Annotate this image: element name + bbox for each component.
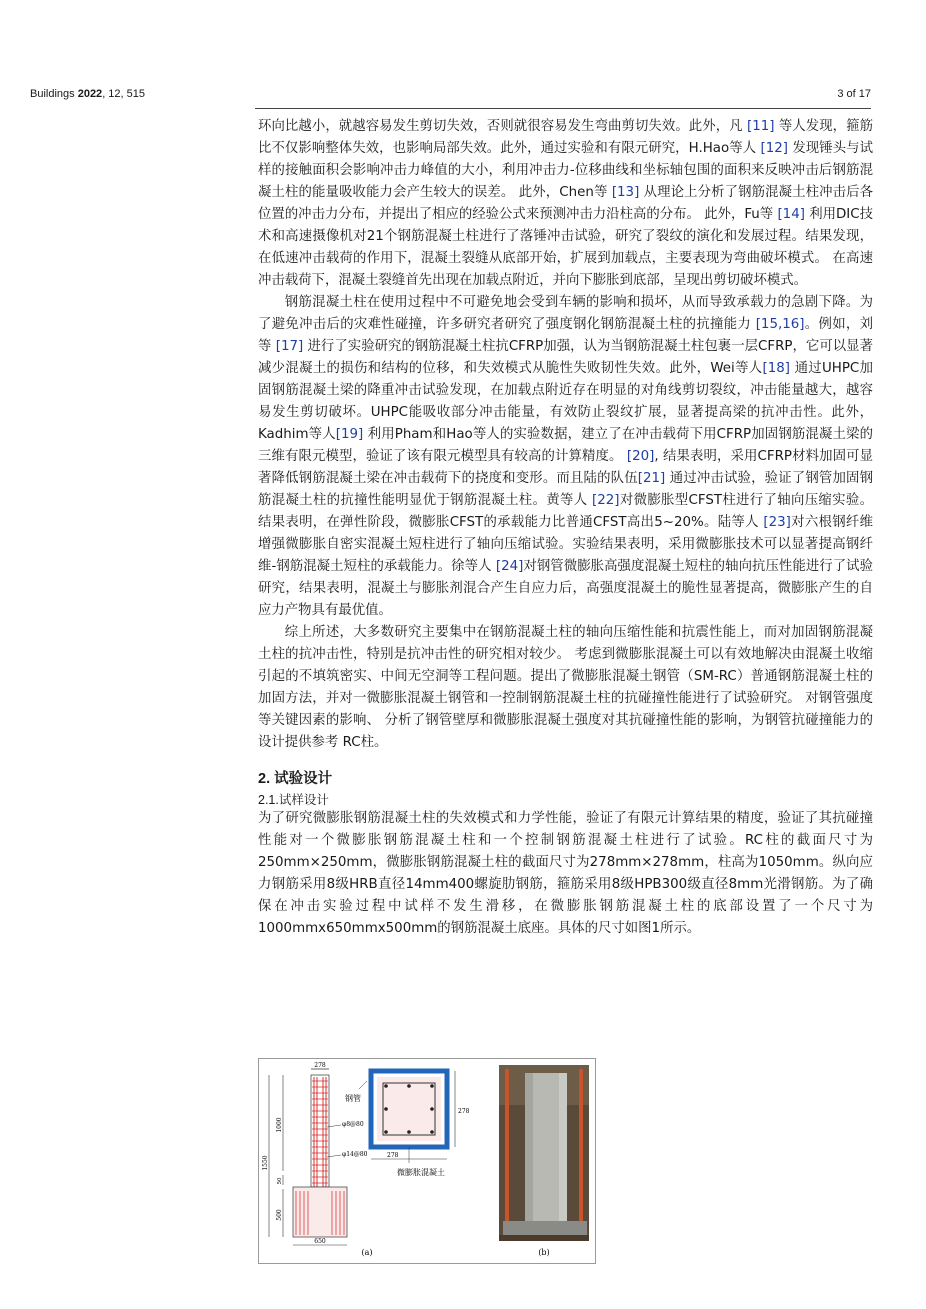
text-run: 通过冲击试验，验证了钢管加固钢筋混凝土柱的抗撞性能明显优于钢筋混凝土柱。黄等人 — [258, 471, 873, 508]
journal-name: Buildings — [30, 88, 75, 100]
text-run: 对钢管微膨胀高强度混凝土短柱的轴向抗压性能进行了试验研究，结果表明，混凝土与膨胀剂混合产生自应力后，高强度混凝土的脆性显著提高，微膨胀产生的自应力产物具有最优值。 — [258, 559, 874, 618]
citation-link[interactable]: [15,16] — [755, 317, 805, 332]
text-run: 进行了实验研究的钢筋混凝土柱抗CFRP加强，认为当钢筋混凝土柱包裹一层CFRP，它可以显著减少混凝土的损伤和结构的位移，和失效模式从脆性失败韧性失效。此外，Wei等人 — [258, 339, 873, 376]
dim-gap: 50 — [277, 1177, 283, 1185]
main-content — [258, 116, 873, 940]
figure-1-canvas — [259, 1059, 595, 1263]
text-run: 对微膨胀型CFST柱进行了轴向压缩实验。 结果表明，在弹性阶段，微膨胀CFST的承载能力比普通CFST高出5~20%。陆等人 — [258, 493, 873, 530]
citation-link[interactable]: [20] — [626, 449, 655, 464]
dim-column-height: 1000 — [276, 1117, 283, 1133]
text-run: 钢筋混凝土柱在使用过程中不可避免地会受到车辆的影响和损坏，从而导致承载力的急剧下降。为了避免冲击后的灾难性碰撞，许多研究者研究了强度钢化钢筋混凝土柱的抗撞能力 — [258, 295, 873, 332]
text-run: 利用Pham和Hao等人的实验数据，建立了在冲击载荷下用CFRP加固钢筋混凝土梁的三维有限元模型，验证了该有限元模型具有较高的计算精度。 — [258, 427, 873, 464]
text-run: 对六根钢纤维增强微膨胀自密实混凝土短柱进行了轴向压缩试验。实验结果表明，采用微膨胀技术可以显著提高钢纤维-钢筋混凝土短柱的承载能力。徐等人 — [258, 515, 874, 574]
citation-link[interactable]: [13] — [611, 185, 640, 200]
text-run: 为了研究微膨胀钢筋混凝土柱的失效模式和力学性能，验证了有限元计算结果的精度，验证了其抗碰撞性能对一个微膨胀钢筋混凝土柱和一个控制钢筋混凝土柱进行了试验。RC柱的截面尺寸为250mm×250mm，微膨胀钢筋混凝土柱的截面尺寸为278mm×278mm，柱高为1050mm。纵向应力钢筋采用8级HRB直径14mm400螺旋肋钢筋，箍筋采用8级HPB300级直径8mm光滑钢筋。为了确保在冲击实验过程中试样不发生滑移，在微膨胀钢筋混凝土柱的底部设置了一个尺寸为1000mmx650mmx500mm的钢筋混凝土底座。具体的尺寸如图1所示。 — [258, 811, 873, 936]
citation-link[interactable]: [17] — [275, 339, 304, 354]
section-dim-bottom: 278 — [387, 1152, 399, 1159]
citation-link[interactable]: [19] — [335, 427, 364, 442]
column-cross-section — [345, 1071, 470, 1177]
column-elevation-drawing — [262, 1062, 368, 1245]
steel-tube-label: 钢管 — [345, 1094, 361, 1103]
column-base — [293, 1187, 347, 1237]
specimen-photo — [499, 1065, 589, 1241]
long-bar-callout: φ14@80 — [342, 1151, 368, 1158]
dim-top-width: 278 — [314, 1062, 326, 1069]
section-dim-right: 278 — [458, 1108, 470, 1115]
text-run: , 结果表明，采用CFRP材料加固可显著降低钢筋混凝土梁在冲击载荷下的挠度和变形。而且陆的队伍 — [258, 449, 873, 486]
journal-citation — [30, 88, 145, 100]
dim-total-height: 1550 — [262, 1155, 269, 1171]
dim-base-height: 500 — [276, 1209, 283, 1221]
text-run: 利用DIC技术和高速摄像机对21个钢筋混凝土柱进行了落锤冲击试验，研究了裂纹的演化和发展过程。结果发现，在低速冲击载荷的作用下，混凝土裂缝从底部开始，扩展到加载点，主要表现为弯曲破坏模式。 在高速冲击载荷下，混凝土裂缝首先出现在加载点附近，并向下膨胀到底部，呈现出剪切破坏模式。 — [258, 207, 873, 288]
label-a: (a) — [361, 1248, 373, 1257]
stirrup-callout: φ8@80 — [342, 1121, 364, 1128]
text-run: 环向比越小，就越容易发生剪切失效，否则就很容易发生弯曲剪切失效。此外，凡 — [258, 119, 747, 134]
page-header — [30, 88, 871, 106]
paragraph-2 — [258, 292, 873, 622]
header-rule — [255, 108, 871, 109]
journal-year: 2022 — [77, 88, 103, 100]
text-run: 从理论上分析了钢筋混凝土柱冲击后各位置的冲击力分布，并提出了相应的经验公式来预测冲击力沿柱高的分布。 此外，Fu等 — [258, 185, 873, 222]
citation-link[interactable]: [24] — [495, 559, 524, 574]
journal-volume-pages: , 12, 515 — [102, 88, 146, 100]
paragraph-4 — [258, 808, 873, 940]
page-number: 3 of 17 — [837, 88, 871, 100]
paragraph-1 — [258, 116, 873, 292]
text-run: 综上所述，大多数研究主要集中在钢筋混凝土柱的轴向压缩性能和抗震性能上，而对加固钢筋混凝土柱的抗冲击性，特别是抗冲击性的研究相对较少。 考虑到微膨胀混凝土可以有效地解决由混凝土收缩引起的不填筑密实、中间无空洞等工程问题。提出了微膨胀混凝土钢管（SM-RC）普通钢筋混凝土柱的加固方法，并对一微膨胀混凝土钢管和一控制钢筋混凝土柱的抗碰撞性能进行了试验研究。 对钢管强度等关键因素的影响、 分析了钢管壁厚和微膨胀混凝土强度对其抗碰撞性能的影响，为钢管抗碰撞能力的设计提供参考 RC柱。 — [258, 625, 873, 750]
label-b: (b) — [538, 1248, 550, 1257]
text-run: 发现锤头与试样的接触面积会影响冲击力峰值的大小，利用冲击力-位移曲线和坐标轴包围的面积来反映冲击后钢筋混凝土柱的能量吸收能力会产生较大的误差。 此外，Chen等 — [258, 141, 873, 200]
citation-link[interactable]: [12] — [760, 141, 788, 156]
figure-1 — [258, 1058, 596, 1264]
paragraph-3 — [258, 622, 873, 754]
text-run: 等人发现，箍筋比不仅影响整体失效，也影响局部失效。此外，通过实验和有限元研究，H.Hao等人 — [258, 119, 873, 156]
text-run: 通过UHPC加固钢筋混凝土梁的降重冲击试验发现，在加载点附近存在明显的对角线剪切裂纹，冲击能量越大，越容易发生剪切破坏。UHPC能吸收部分冲击能量，有效防止裂纹扩展，显著提高梁的抗冲击性。此外，Kadhim等人 — [258, 361, 873, 442]
citation-link[interactable]: [18] — [762, 361, 790, 376]
subsection-heading: 2.1.试样设计 — [258, 793, 329, 807]
citation-link[interactable]: [11] — [746, 119, 775, 134]
citation-link[interactable]: [23] — [763, 515, 791, 530]
citation-link[interactable]: [22] — [592, 493, 620, 508]
concrete-label: 微膨胀混凝土 — [397, 1168, 445, 1177]
dim-base-width: 650 — [314, 1238, 326, 1245]
citation-link[interactable]: [21] — [637, 471, 666, 486]
section-heading: 2. 试验设计 — [258, 771, 333, 787]
text-run: 。例如，刘等 — [258, 317, 873, 354]
citation-link[interactable]: [14] — [777, 207, 805, 222]
